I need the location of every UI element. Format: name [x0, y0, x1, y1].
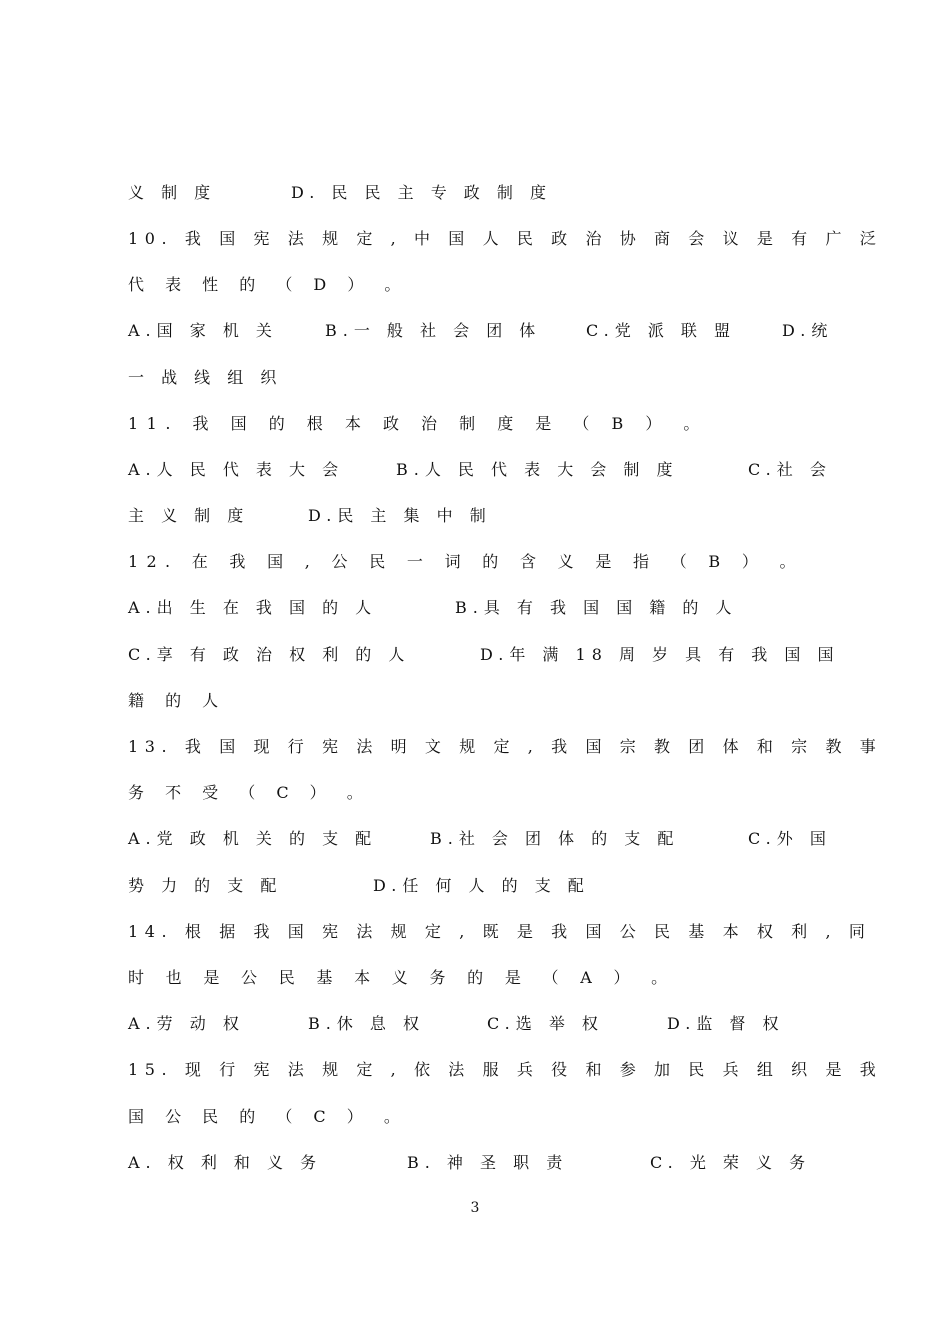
question-15-line-1	[128, 1054, 883, 1082]
option-c: C.社 会	[748, 459, 832, 479]
option-c: C. 光 荣 义 务	[650, 1152, 812, 1172]
question-10-line-1	[128, 223, 883, 251]
question-13-line-2	[128, 777, 818, 805]
text-segment: 籍 的 人	[128, 690, 227, 710]
option-c: C.党 派 联 盟	[586, 320, 737, 340]
text-segment: 势 力 的 支 配	[128, 875, 283, 895]
question-13-options	[128, 823, 832, 851]
question-13-line-1	[128, 731, 883, 759]
text-segment: 国 公 民 的 （ C ） 。	[128, 1106, 408, 1126]
text-line	[128, 362, 818, 390]
question-14-line-2	[128, 962, 818, 990]
question-12-options-cd	[128, 639, 840, 667]
question-14-line-1	[128, 916, 872, 944]
text-segment: 11. 我 国 的 根 本 政 治 制 度 是 （ B ） 。	[128, 413, 708, 433]
question-12	[128, 546, 818, 574]
question-11-options	[128, 454, 832, 482]
text-segment: 务 不 受 （ C ） 。	[128, 782, 371, 802]
option-d: D.任 何 人 的 支 配	[373, 875, 590, 895]
text-line	[128, 177, 818, 205]
text-segment: 10. 我 国 宪 法 规 定 , 中 国 人 民 政 治 协 商 会 议 是 有 广 泛	[128, 228, 883, 248]
text-segment: 12. 在 我 国 , 公 民 一 词 的 含 义 是 指 （ B ） 。	[128, 551, 804, 571]
option-c: C.享 有 政 治 权 利 的 人	[128, 644, 411, 664]
text-line	[128, 500, 818, 528]
option-c: C.外 国	[748, 828, 832, 848]
question-15-line-2	[128, 1101, 818, 1129]
text-segment: 15. 现 行 宪 法 规 定 , 依 法 服 兵 役 和 参 加 民 兵 组 织 是 我	[128, 1059, 883, 1079]
question-10-options	[128, 315, 834, 343]
text-line	[128, 870, 818, 898]
text-segment: 主 义 制 度	[128, 505, 250, 525]
option-b: B.人 民 代 表 大 会 制 度	[396, 459, 679, 479]
option-c: C.选 举 权	[487, 1013, 604, 1033]
option-b: B. 神 圣 职 责	[407, 1152, 569, 1172]
text-segment: 13. 我 国 现 行 宪 法 明 文 规 定 , 我 国 宗 教 团 体 和 宗 教 事	[128, 736, 883, 756]
option-a: A.党 政 机 关 的 支 配	[128, 828, 378, 848]
text-segment: 代 表 性 的 （ D ） 。	[128, 274, 409, 294]
text-segment: 义 制 度	[128, 182, 217, 202]
text-segment: 时 也 是 公 民 基 本 义 务 的 是 （ A ） 。	[128, 967, 676, 987]
question-11	[128, 408, 818, 436]
option-a: A. 权 利 和 义 务	[128, 1152, 323, 1172]
text-segment: 14. 根 据 我 国 宪 法 规 定 , 既 是 我 国 公 民 基 本 权 利 , 同	[128, 921, 872, 941]
question-15-options	[128, 1147, 818, 1175]
question-12-options-ab	[128, 592, 818, 620]
option-d: D.统	[782, 320, 834, 340]
option-a: A.人 民 代 表 大 会	[128, 459, 345, 479]
page-number: 3	[470, 1200, 480, 1216]
text-line	[128, 685, 818, 713]
option-b: B.具 有 我 国 国 籍 的 人	[455, 597, 738, 617]
option-d: D.监 督 权	[667, 1013, 785, 1033]
option-a: A.国 家 机 关	[128, 320, 278, 340]
question-10-line-2	[128, 269, 818, 297]
option-d: D.年 满 18 周 岁 具 有 我 国 国	[480, 644, 840, 664]
option-b: B.休 息 权	[308, 1013, 426, 1033]
option-b: B.社 会 团 体 的 支 配	[430, 828, 680, 848]
question-14-options	[128, 1008, 818, 1036]
option-a: A.出 生 在 我 国 的 人	[128, 597, 378, 617]
text-segment: D. 民 民 主 专 政 制 度	[291, 182, 552, 202]
option-b: B.一 般 社 会 团 体	[325, 320, 542, 340]
text-segment: 一 战 线 组 织	[128, 367, 283, 387]
option-a: A.劳 动 权	[128, 1013, 245, 1033]
option-d: D.民 主 集 中 制	[308, 505, 492, 525]
